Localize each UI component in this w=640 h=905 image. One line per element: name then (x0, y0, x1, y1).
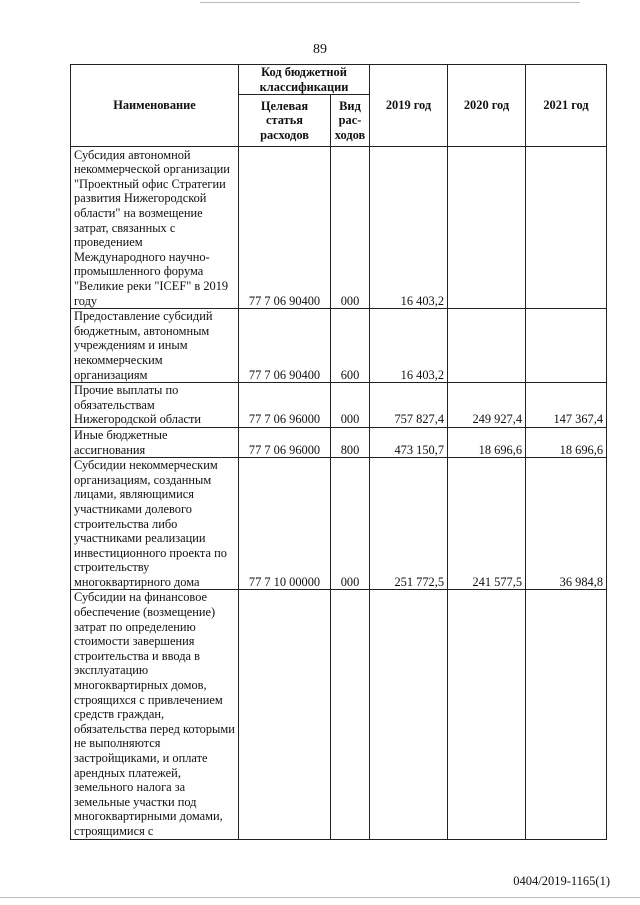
row-expense-type: 800 (331, 427, 370, 457)
row-name: Субсидии некоммерческим организациям, созданным лицами, являющимися участниками долевого строительства либо участниками реализации инвестиционного проекта по строительству многоквартирного дома (71, 458, 239, 590)
row-expense-type: 000 (331, 458, 370, 590)
row-expense-type: 000 (331, 147, 370, 309)
row-value-2020 (448, 590, 526, 839)
row-target-article: 77 7 06 90400 (239, 147, 331, 309)
row-value-2021 (526, 147, 607, 309)
row-value-2019: 251 772,5 (370, 458, 448, 590)
row-target-article: 77 7 06 90400 (239, 309, 331, 383)
row-value-2020 (448, 309, 526, 383)
header-target-article: Целевая статья расходов (239, 95, 331, 147)
header-expense-type: Вид рас-ходов (331, 95, 370, 147)
row-value-2020: 241 577,5 (448, 458, 526, 590)
table-row (71, 427, 607, 457)
row-value-2021: 147 367,4 (526, 383, 607, 428)
row-name: Субсидия автономной некоммерческой организации "Проектный офис Стратегии развития Нижегородской области" на возмещение затрат, связанных с проведением Международного научно-промышленного форума "Великие реки "ICEF" в 2019 году (71, 147, 239, 309)
header-year-2021: 2021 год (526, 65, 607, 147)
row-value-2021: 36 984,8 (526, 458, 607, 590)
row-name: Иные бюджетные ассигнования (71, 427, 239, 457)
top-scan-rule (200, 2, 580, 3)
row-value-2020 (448, 147, 526, 309)
row-value-2020: 249 927,4 (448, 383, 526, 428)
document-code: 0404/2019-1165(1) (513, 874, 610, 888)
row-expense-type (331, 590, 370, 839)
table-row (71, 147, 607, 309)
row-target-article: 77 7 06 96000 (239, 427, 331, 457)
row-value-2019: 16 403,2 (370, 147, 448, 309)
header-name: Наименование (71, 65, 239, 147)
row-value-2021 (526, 590, 607, 839)
row-target-article: 77 7 10 00000 (239, 458, 331, 590)
page-number: 89 (313, 42, 327, 57)
row-value-2019 (370, 590, 448, 839)
table-row (71, 458, 607, 590)
header-year-2020: 2020 год (448, 65, 526, 147)
row-value-2020: 18 696,6 (448, 427, 526, 457)
row-value-2019: 473 150,7 (370, 427, 448, 457)
row-name: Субсидии на финансовое обеспечение (возмещение) затрат по определению стоимости завершения строительства и ввода в эксплуатацию многоквартирных домов, строящихся с привлечением средств граждан, обязательства перед которыми не выполняются застройщиками, и оплате арендных платежей, земельного налога за земельные участки под многоквартирными домами, строящимися с (71, 590, 239, 839)
row-name: Прочие выплаты по обязательствам Нижегородской области (71, 383, 239, 428)
row-value-2021: 18 696,6 (526, 427, 607, 457)
header-budget-code: Код бюджетной классификации (239, 65, 370, 95)
row-value-2021 (526, 309, 607, 383)
row-name: Предоставление субсидий бюджетным, автономным учреждениям и иным некоммерческим организациям (71, 309, 239, 383)
row-expense-type: 600 (331, 309, 370, 383)
row-value-2019: 16 403,2 (370, 309, 448, 383)
header-year-2019: 2019 год (370, 65, 448, 147)
row-expense-type: 000 (331, 383, 370, 428)
table-row (71, 383, 607, 428)
row-target-article (239, 590, 331, 839)
budget-table (70, 64, 607, 840)
bottom-scan-rule (0, 897, 640, 898)
row-target-article: 77 7 06 96000 (239, 383, 331, 428)
table-row (71, 590, 607, 839)
row-value-2019: 757 827,4 (370, 383, 448, 428)
table-row (71, 309, 607, 383)
